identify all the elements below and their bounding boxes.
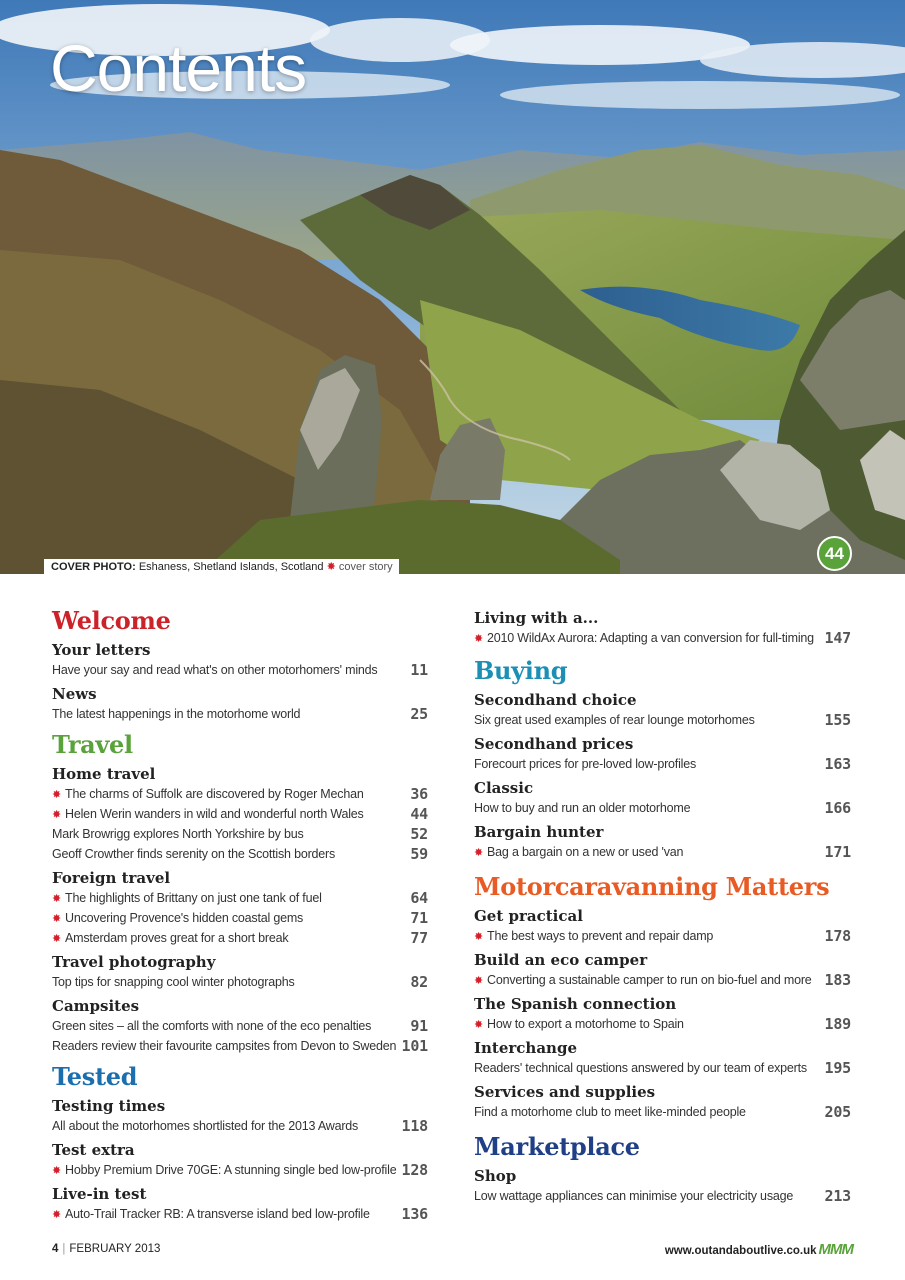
entry-text: Readers' technical questions answered by our team of experts xyxy=(474,1061,807,1075)
footer-issue xyxy=(52,1243,160,1255)
subsection-testing-times: Testing times xyxy=(52,1097,166,1115)
entry-text: The highlights of Brittany on just one tank of fuel xyxy=(65,891,322,905)
contents-list xyxy=(474,970,851,990)
contents-entry[interactable] xyxy=(474,842,851,862)
subsection-campsites: Campsites xyxy=(52,997,140,1015)
contents-entry[interactable] xyxy=(52,928,428,948)
cover-story-star-icon: ✸ xyxy=(474,931,484,943)
entry-text: Bag a bargain on a new or used 'van xyxy=(487,845,684,859)
footer-website xyxy=(665,1241,853,1258)
cover-story-star-icon: ✸ xyxy=(326,561,336,573)
page-badge: 44 xyxy=(817,536,852,571)
contents-right-column xyxy=(474,608,851,1206)
section-buying: Buying xyxy=(474,656,568,685)
entry-page-number: 59 xyxy=(410,845,428,863)
entry-page-number: 52 xyxy=(410,825,428,843)
entry-page-number: 128 xyxy=(401,1161,428,1179)
contents-list xyxy=(52,1116,428,1136)
contents-entry[interactable] xyxy=(474,970,851,990)
entry-page-number: 178 xyxy=(824,927,851,945)
contents-entry[interactable] xyxy=(52,704,428,724)
entry-page-number: 101 xyxy=(401,1037,428,1055)
entry-description xyxy=(52,908,303,929)
entry-text: Uncovering Provence's hidden coastal gems xyxy=(65,911,304,925)
subsection-secondhand-choice: Secondhand choice xyxy=(474,691,637,709)
subsection-secondhand-prices: Secondhand prices xyxy=(474,735,634,753)
entry-text: Mark Browrigg explores North Yorkshire by bus xyxy=(52,827,304,841)
cover-photo-label: COVER PHOTO: xyxy=(51,561,136,573)
subsection-home-travel: Home travel xyxy=(52,765,156,783)
contents-list xyxy=(474,754,851,774)
subsection-interchange: Interchange xyxy=(474,1039,577,1057)
entry-page-number: 155 xyxy=(824,711,851,729)
entry-text: Forecourt prices for pre-loved low-profiles xyxy=(474,757,697,771)
entry-description xyxy=(52,1016,371,1036)
contents-entry[interactable] xyxy=(474,754,851,774)
contents-list xyxy=(52,784,428,864)
entry-text: Have your say and read what's on other motorhomers' minds xyxy=(52,663,378,677)
entry-description xyxy=(474,1186,793,1206)
entry-description xyxy=(52,660,377,680)
contents-list xyxy=(474,628,851,648)
subsection-shop: Shop xyxy=(474,1167,517,1185)
entry-text: How to export a motorhome to Spain xyxy=(487,1017,684,1031)
section-marketplace: Marketplace xyxy=(474,1132,640,1161)
contents-list xyxy=(52,660,428,680)
contents-list xyxy=(52,704,428,724)
entry-description xyxy=(474,710,755,730)
subsection-travel-photography: Travel photography xyxy=(52,953,216,971)
subsection-services-supplies: Services and supplies xyxy=(474,1083,656,1101)
entry-page-number: 44 xyxy=(410,805,428,823)
entry-page-number: 91 xyxy=(410,1017,428,1035)
cover-story-note: cover story xyxy=(338,561,393,573)
page-title: Contents xyxy=(50,31,307,105)
cover-story-star-icon: ✸ xyxy=(52,893,62,905)
entry-page-number: 25 xyxy=(410,705,428,723)
contents-entry[interactable] xyxy=(52,824,428,844)
contents-entry[interactable] xyxy=(52,888,428,908)
entry-page-number: 213 xyxy=(824,1187,851,1205)
entry-text: Six great used examples of rear lounge motorhomes xyxy=(474,713,755,727)
contents-entry[interactable] xyxy=(52,908,428,928)
entry-page-number: 195 xyxy=(824,1059,851,1077)
entry-page-number: 171 xyxy=(824,843,851,861)
cover-photo xyxy=(0,0,905,574)
contents-entry[interactable] xyxy=(474,1014,851,1034)
entry-text: Geoff Crowther finds serenity on the Scottish borders xyxy=(52,847,336,861)
contents-list xyxy=(52,1016,428,1056)
contents-entry[interactable] xyxy=(52,1016,428,1036)
subsection-living-with: Living with a... xyxy=(474,609,599,627)
website-url[interactable]: www.outandaboutlive.co.uk xyxy=(664,1245,817,1257)
subsection-eco-camper: Build an eco camper xyxy=(474,951,648,969)
subsection-foreign-travel: Foreign travel xyxy=(52,869,171,887)
contents-list xyxy=(474,1102,851,1122)
cover-story-star-icon: ✸ xyxy=(474,975,484,987)
contents-entry[interactable] xyxy=(474,1186,851,1206)
section-motorcaravanning-matters: Motorcaravanning Matters xyxy=(474,872,830,901)
cover-story-star-icon: ✸ xyxy=(52,789,62,801)
entry-description xyxy=(474,926,713,947)
footer-separator: | xyxy=(62,1243,66,1255)
entry-description xyxy=(52,844,335,864)
contents-list xyxy=(474,710,851,730)
footer-page-number: 4 xyxy=(52,1243,59,1255)
entry-text: Amsterdam proves great for a short break xyxy=(65,931,289,945)
entry-page-number: 82 xyxy=(410,973,428,991)
entry-text: Auto-Trail Tracker RB: A transverse island bed low-profile xyxy=(65,1207,370,1221)
entry-description xyxy=(474,970,812,991)
entry-description xyxy=(474,628,814,649)
contents-list xyxy=(52,972,428,992)
subsection-test-extra: Test extra xyxy=(52,1141,135,1159)
contents-entry[interactable] xyxy=(52,660,428,680)
entry-text: Low wattage appliances can minimise your electricity usage xyxy=(474,1189,794,1203)
contents-list xyxy=(52,1160,428,1180)
footer-issue-date: FEBRUARY 2013 xyxy=(69,1243,161,1255)
contents-entry[interactable] xyxy=(474,1102,851,1122)
entry-description xyxy=(52,804,364,825)
contents-list xyxy=(52,888,428,948)
entry-text: Top tips for snapping cool winter photographs xyxy=(52,975,295,989)
entry-description xyxy=(474,798,690,818)
entry-description xyxy=(52,928,288,949)
entry-page-number: 64 xyxy=(410,889,428,907)
contents-list xyxy=(474,1058,851,1078)
entry-text: The charms of Suffolk are discovered by Roger Mechan xyxy=(65,787,364,801)
entry-text: Find a motorhome club to meet like-minded people xyxy=(474,1105,746,1119)
entry-text: The best ways to prevent and repair damp xyxy=(487,929,714,943)
entry-page-number: 147 xyxy=(824,629,851,647)
cover-story-star-icon: ✸ xyxy=(474,1019,484,1031)
entry-text: Converting a sustainable camper to run on bio-fuel and more xyxy=(487,973,812,987)
entry-page-number: 11 xyxy=(410,661,428,679)
entry-text: 2010 WildAx Aurora: Adapting a van conversion for full-timing xyxy=(487,631,814,645)
contents-entry[interactable] xyxy=(474,926,851,946)
contents-entry[interactable] xyxy=(474,710,851,730)
contents-entry[interactable] xyxy=(474,628,851,648)
entry-description xyxy=(474,842,683,863)
cover-story-star-icon: ✸ xyxy=(52,933,62,945)
entry-description xyxy=(474,754,696,774)
entry-text: Helen Werin wanders in wild and wonderful north Wales xyxy=(65,807,364,821)
entry-description xyxy=(474,1014,684,1035)
contents-list xyxy=(474,1186,851,1206)
cover-story-star-icon: ✸ xyxy=(52,1209,62,1221)
cover-story-star-icon: ✸ xyxy=(474,633,484,645)
contents-left-column xyxy=(52,604,428,1224)
entry-page-number: 205 xyxy=(824,1103,851,1121)
contents-list xyxy=(474,798,851,818)
entry-page-number: 183 xyxy=(824,971,851,989)
contents-list xyxy=(474,842,851,862)
entry-page-number: 71 xyxy=(410,909,428,927)
subsection-bargain-hunter: Bargain hunter xyxy=(474,823,604,841)
cover-photo-caption xyxy=(44,559,399,574)
contents-entry[interactable] xyxy=(52,784,428,804)
section-tested: Tested xyxy=(52,1062,138,1091)
contents-list xyxy=(474,1014,851,1034)
mmm-logo: MMM xyxy=(818,1241,853,1258)
entry-description xyxy=(52,972,295,992)
subsection-get-practical: Get practical xyxy=(474,907,583,925)
cover-story-star-icon: ✸ xyxy=(52,913,62,925)
entry-description xyxy=(52,888,322,909)
section-travel: Travel xyxy=(52,730,133,759)
entry-description xyxy=(474,1102,746,1122)
subsection-news: News xyxy=(52,685,97,703)
contents-entry[interactable] xyxy=(52,1036,428,1056)
entry-description xyxy=(52,1036,396,1056)
cover-story-star-icon: ✸ xyxy=(52,809,62,821)
contents-entry[interactable] xyxy=(474,798,851,818)
subsection-classic: Classic xyxy=(474,779,534,797)
entry-description xyxy=(52,1116,358,1136)
entry-page-number: 118 xyxy=(401,1117,428,1135)
cover-photo-location: Eshaness, Shetland Islands, Scotland xyxy=(138,561,324,573)
contents-list xyxy=(474,926,851,946)
entry-text: How to buy and run an older motorhome xyxy=(474,801,691,815)
contents-entry[interactable] xyxy=(52,804,428,824)
contents-entry[interactable] xyxy=(52,1116,428,1136)
entry-description xyxy=(52,704,300,724)
entry-page-number: 166 xyxy=(824,799,851,817)
entry-text: Readers review their favourite campsites from Devon to Sweden xyxy=(52,1039,397,1053)
entry-page-number: 189 xyxy=(824,1015,851,1033)
entry-description xyxy=(52,784,364,805)
contents-entry[interactable] xyxy=(52,972,428,992)
entry-text: Hobby Premium Drive 70GE: A stunning single bed low-profile xyxy=(65,1163,397,1177)
contents-entry[interactable] xyxy=(52,844,428,864)
cover-story-star-icon: ✸ xyxy=(52,1165,62,1177)
entry-description xyxy=(52,824,304,844)
section-welcome: Welcome xyxy=(52,606,171,635)
entry-text: The latest happenings in the motorhome world xyxy=(52,707,301,721)
entry-text: All about the motorhomes shortlisted for the 2013 Awards xyxy=(52,1119,359,1133)
subsection-live-in-test: Live-in test xyxy=(52,1185,147,1203)
contents-list xyxy=(52,1204,428,1224)
contents-entry[interactable] xyxy=(52,1160,428,1180)
subsection-your-letters: Your letters xyxy=(52,641,151,659)
contents-entry[interactable] xyxy=(474,1058,851,1078)
entry-description xyxy=(52,1204,370,1225)
entry-text: Green sites – all the comforts with none of the eco penalties xyxy=(52,1019,372,1033)
entry-page-number: 163 xyxy=(824,755,851,773)
entry-description xyxy=(52,1160,396,1181)
entry-page-number: 36 xyxy=(410,785,428,803)
entry-page-number: 136 xyxy=(401,1205,428,1223)
cover-story-star-icon: ✸ xyxy=(474,847,484,859)
entry-description xyxy=(474,1058,807,1078)
contents-entry[interactable] xyxy=(52,1204,428,1224)
entry-page-number: 77 xyxy=(410,929,428,947)
subsection-spanish-connection: The Spanish connection xyxy=(474,995,677,1013)
